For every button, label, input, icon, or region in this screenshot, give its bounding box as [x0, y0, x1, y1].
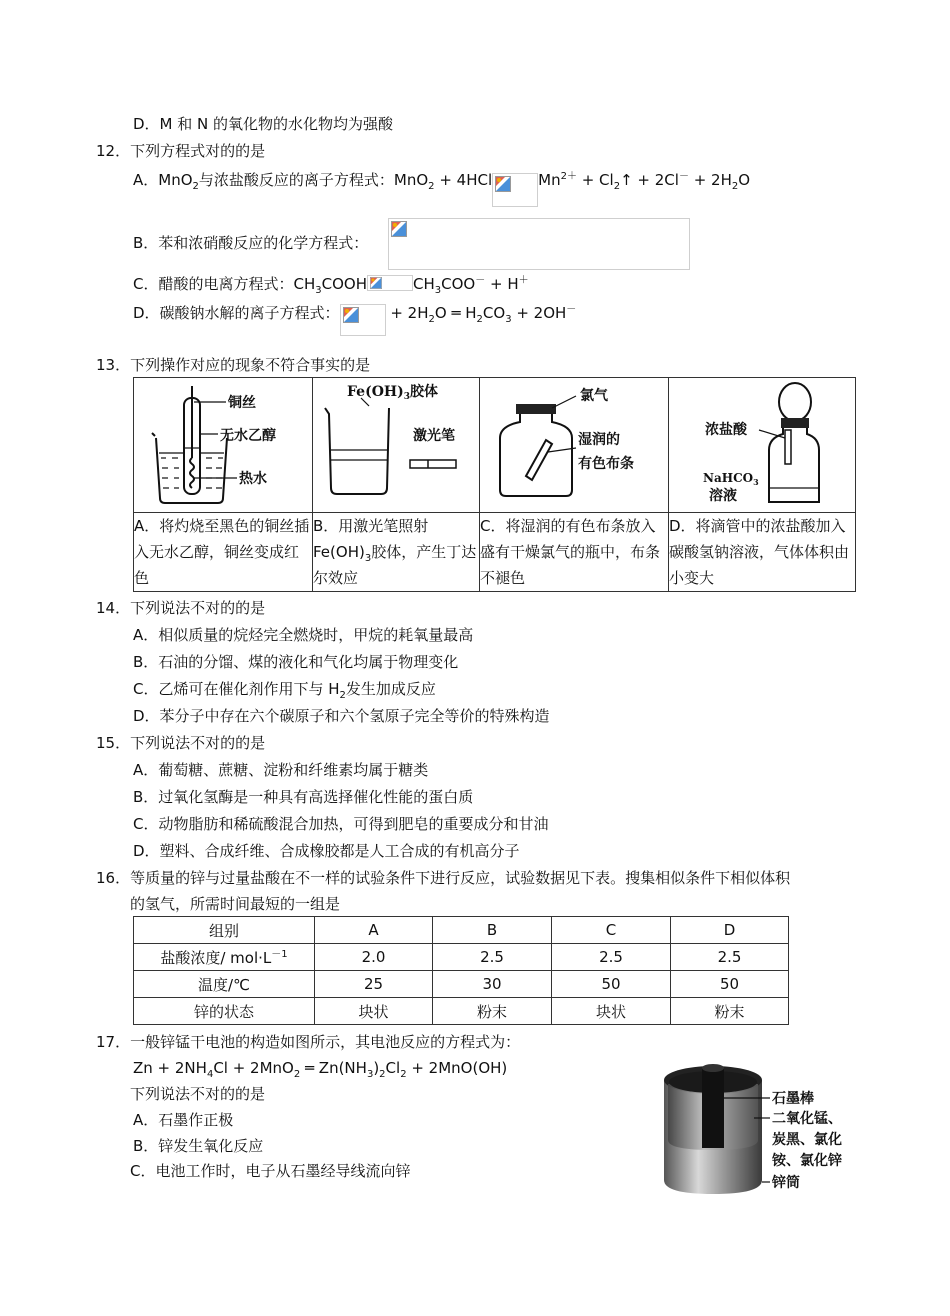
chlorine-bottle-figure	[480, 378, 669, 512]
q13-caption-d: D．将滴管中的浓盐酸加入碳酸氢钠溶液，气体体积由小变大	[669, 513, 856, 592]
q14-option-d: D．苯分子中存在六个碳原子和六个氢原子完全等价的特殊构造	[133, 707, 550, 725]
header-cell: C	[552, 917, 671, 944]
q13-figure-a-cell	[134, 378, 313, 513]
q15-option-c: C．动物脂肪和稀硫酸混合加热，可得到肥皂的重要成分和甘油	[133, 815, 549, 833]
q13-figure-d-cell	[669, 378, 856, 513]
header-cell: D	[671, 917, 789, 944]
table-cell: 2.5	[552, 944, 671, 971]
q15-option-a: A．葡萄糖、蔗糖、淀粉和纤维素均属于糖类	[133, 761, 429, 779]
table-cell: 2.5	[671, 944, 789, 971]
q15-stem: 15．下列说法不对的的是	[96, 734, 266, 752]
label-paste-3: 铵、氯化锌	[772, 1153, 842, 1169]
table-cell: 2.0	[315, 944, 433, 971]
table-cell: 25	[315, 971, 433, 998]
label-fe-oh-3-colloid: $Fe(OH)_3$胶体	[347, 384, 439, 402]
laser-pointer-icon	[410, 460, 456, 468]
table-cell: 块状	[315, 998, 433, 1025]
q17-option-a: A．石墨作正极	[133, 1111, 234, 1129]
q13-caption-c: C．将湿润的有色布条放入盛有干燥氯气的瓶中，布条不褪色	[480, 513, 669, 592]
table-cell: 粉末	[433, 998, 552, 1025]
table-cell: 50	[552, 971, 671, 998]
row-label: 盐酸浓度/ $mol\cdot L^{-1}$	[134, 944, 315, 971]
broken-image-icon	[388, 218, 690, 270]
q16-stem-line1: 16．等质量的锌与过量盐酸在不一样的试验条件下进行反应，试验数据见下表。搜集相似条件下相似体积	[96, 869, 791, 887]
table-cell: 30	[433, 971, 552, 998]
q13-caption-b: B．用激光笔照射 $Fe(OH)_3$胶体，产生丁达尔效应	[313, 513, 480, 592]
q14-option-c: C．乙烯可在催化剂作用下与 $H_2$发生加成反应	[133, 680, 436, 701]
q14-option-a: A．相似质量的烷烃完全燃烧时，甲烷的耗氧量最高	[133, 626, 474, 644]
row-label: 锌的状态	[134, 998, 315, 1025]
q17-stem: 17．一般锌锰干电池的构造如图所示，其电池反应的方程式为：	[96, 1033, 521, 1051]
table-cell: 块状	[552, 998, 671, 1025]
q12-stem: 12．下列方程式对的的是	[96, 142, 266, 160]
q12-option-d: D．碳酸钠水解的离子方程式： + $2H_2O$ ═ $H_2CO_3 + 2OH^-$	[133, 302, 576, 336]
table-row	[134, 998, 789, 1025]
label-wet-cloth-2: 有色布条	[578, 456, 634, 472]
broken-image-icon	[492, 173, 538, 207]
broken-image-icon	[367, 275, 413, 291]
dry-cell-battery-figure	[658, 1060, 868, 1200]
q13-figure-b-cell	[313, 378, 480, 513]
q12-option-c: C．醋酸的电离方程式：$CH_3COOH$ $CH_3COO^- + H^+$	[133, 275, 529, 296]
beaker-copper-wire-figure	[134, 378, 313, 512]
q17-option-c: C．电池工作时，电子从石墨经导线流向锌	[130, 1162, 411, 1180]
q16-stem-line2: 的氢气，所需时间最短的一组是	[130, 895, 341, 913]
table-row	[134, 944, 789, 971]
q13-figure-c-cell	[480, 378, 669, 513]
header-cell: B	[433, 917, 552, 944]
label-paste-1: 二氧化锰、	[772, 1111, 842, 1127]
q15-option-b: B．过氧化氢酶是一种具有高选择催化性能的蛋白质	[133, 788, 474, 806]
label-wet-cloth-1: 湿润的	[578, 432, 620, 448]
q13-stem: 13．下列操作对应的现象不符合事实的是	[96, 356, 371, 374]
table-row	[134, 971, 789, 998]
q16-data-table	[133, 916, 789, 1025]
label-chlorine: 氯气	[580, 388, 608, 404]
q13-experiment-table	[133, 377, 856, 592]
q11-option-d: D．M 和 N 的氧化物的水化物均为强酸	[133, 115, 394, 133]
colloid-laser-figure	[313, 378, 480, 512]
table-cell: 2.5	[433, 944, 552, 971]
table-cell: 粉末	[671, 998, 789, 1025]
q12-option-a: A．MnO$_2$与浓盐酸反应的离子方程式：MnO$_2$ + 4HCl $Mn^{2+}$ + $Cl_2↑ + 2Cl^- + 2H_2O$	[133, 169, 750, 207]
row-label: 温度/℃	[134, 971, 315, 998]
label-zinc-can: 锌筒	[772, 1175, 800, 1191]
label-anhydrous-ethanol: 无水乙醇	[220, 428, 276, 444]
label-graphite-rod: 石墨棒	[772, 1091, 814, 1107]
label-copper-wire: 铜丝	[228, 395, 256, 411]
label-paste-2: 炭黑、氯化	[772, 1132, 842, 1148]
table-row	[134, 917, 789, 944]
table-cell: 50	[671, 971, 789, 998]
q17-equation: $Zn + 2NH_4Cl + 2MnO_2$ ═ $Zn(NH_3)_2Cl_2 + 2MnO(OH)$	[133, 1059, 508, 1080]
hcl-nahco3-figure	[669, 378, 856, 512]
broken-image-icon	[340, 304, 386, 336]
q17-option-b: B．锌发生氧化反应	[133, 1137, 264, 1155]
q15-option-d: D．塑料、合成纤维、合成橡胶都是人工合成的有机高分子	[133, 842, 520, 860]
q12-option-b: B．苯和浓硝酸反应的化学方程式：	[133, 234, 369, 252]
q14-option-b: B．石油的分馏、煤的液化和气化均属于物理变化	[133, 653, 459, 671]
label-concentrated-hcl: 浓盐酸	[705, 422, 747, 438]
q14-stem: 14．下列说法不对的的是	[96, 599, 266, 617]
label-laser-pointer: 激光笔	[413, 428, 455, 444]
header-cell: A	[315, 917, 433, 944]
label-nahco3: NaHCO$_3$	[703, 471, 759, 487]
q17-question: 下列说法不对的的是	[130, 1085, 266, 1103]
label-solution: 溶液	[709, 488, 737, 504]
q13-caption-a: A．将灼烧至黑色的铜丝插入无水乙醇，铜丝变成红色	[134, 513, 313, 592]
label-hot-water: 热水	[239, 471, 267, 487]
header-cell: 组别	[134, 917, 315, 944]
